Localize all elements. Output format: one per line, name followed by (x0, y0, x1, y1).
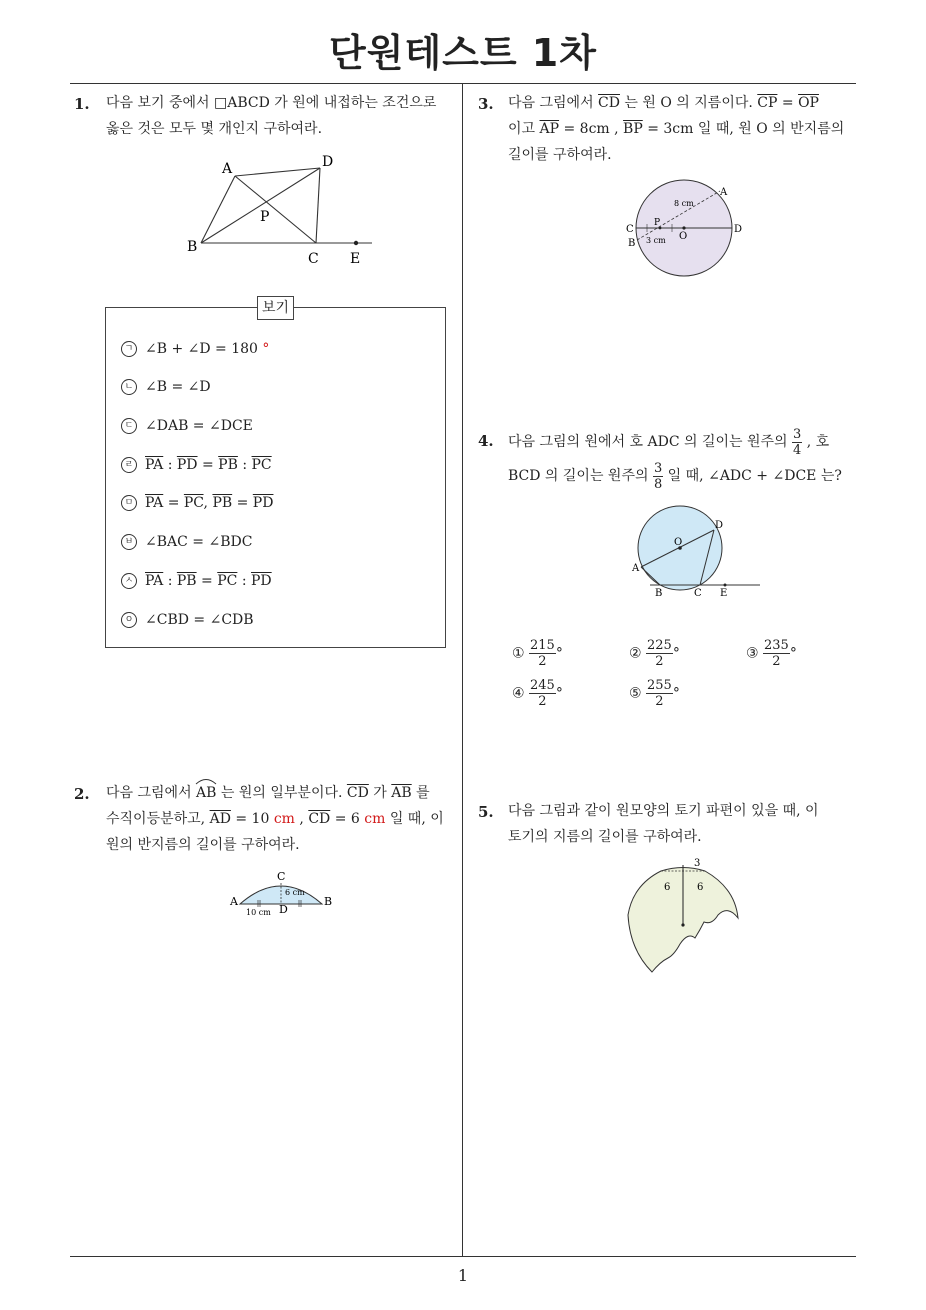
q3-label-ap: 8 cm (674, 199, 694, 208)
degree: ° (555, 645, 563, 662)
degree: ° (555, 685, 563, 702)
text: 가 (368, 785, 392, 801)
condition-text: ∠BAC = ∠BDC (145, 534, 253, 550)
condition-mark: ㅂ (121, 534, 137, 550)
condition-text: ∠B + ∠D = 180 (145, 341, 258, 357)
segment-bp: $\overline{BP}$ (623, 121, 643, 137)
page-number: 1 (457, 1266, 469, 1285)
separator: : (163, 573, 177, 589)
q5-number: 5. (478, 803, 494, 821)
q2-label-cd: 6 cm (285, 888, 305, 897)
segment-cd: $\overline{CD}$ (308, 811, 331, 827)
text: 는 원의 일부분이다. (216, 785, 347, 801)
q1-label-a: A (222, 161, 233, 177)
q2-label-ad: 10 cm (246, 908, 271, 917)
text: = 6 (330, 811, 365, 827)
text: 일 때, ∠ADC + ∠DCE 는? (663, 468, 842, 484)
text: 를 (411, 785, 430, 801)
q1-label-p: P (260, 209, 270, 225)
q5-line-2: 토기의 지름의 길이를 구하여라. (508, 829, 702, 845)
separator: = (197, 457, 219, 473)
text: = (777, 95, 799, 111)
segment: $\overline{PA}$ (145, 495, 164, 511)
segment: $\overline{PB}$ (176, 573, 197, 589)
condition-text: ∠CBD = ∠CDB (145, 612, 254, 628)
q1-line-2: 옳은 것은 모두 몇 개인지 구하여라. (106, 121, 323, 137)
q4-label-b: B (655, 588, 663, 599)
q4-label-o: O (674, 537, 683, 548)
q3-label-c: C (626, 224, 634, 235)
segment-ab: $\overline{AB}$ (391, 785, 412, 801)
q1-line-1: 다음 보기 중에서 □ABCD 가 원에 내접하는 조건으로 (106, 95, 437, 111)
q4-label-a: A (632, 563, 640, 574)
separator: : (237, 457, 252, 473)
denominator: 8 (653, 476, 663, 492)
q3-label-a: A (720, 187, 728, 198)
condition-text: ∠DAB = ∠DCE (145, 418, 253, 434)
unit: cm (273, 811, 295, 827)
choice-mark: ④ (512, 685, 525, 702)
segment: $\overline{PA}$ (145, 457, 164, 473)
separator: = (232, 495, 253, 511)
text: = 10 (230, 811, 274, 827)
q3-label-d: D (734, 224, 743, 235)
condition-mark: ㄹ (121, 457, 137, 473)
condition-text: ∠B = ∠D (145, 379, 211, 395)
separator: : (163, 457, 177, 473)
q4-label-c: C (694, 588, 702, 599)
q4-label-d: D (715, 520, 724, 531)
condition-mark: ㄱ (121, 341, 137, 357)
q1-label-e: E (350, 251, 361, 267)
q1-box-label: 보기 (257, 296, 294, 320)
denominator: 4 (793, 442, 802, 458)
condition-mark: ㅇ (121, 612, 137, 628)
denominator: 2 (538, 694, 547, 709)
numerator: 215 (530, 638, 555, 653)
degree: ° (672, 645, 680, 662)
segment-cd: $\overline{CD}$ (598, 95, 620, 111)
segment: $\overline{PC}$ (251, 457, 272, 473)
denominator: 2 (538, 654, 547, 669)
q3-label-p: P (654, 218, 661, 228)
q2-label-d: D (279, 903, 288, 916)
text: 일 때, 이 (385, 811, 444, 827)
text: BCD 의 길이는 원주의 (508, 468, 653, 484)
text: = 3cm 일 때, 원 O 의 반지름의 (642, 121, 845, 137)
choice-mark: ① (512, 645, 525, 662)
choice-mark: ② (629, 645, 642, 662)
segment: $\overline{PB}$ (212, 495, 233, 511)
unit: cm (364, 811, 386, 827)
degree: ° (672, 685, 680, 702)
q3-line-3: 길이를 구하여라. (508, 147, 612, 163)
separator: : (237, 573, 251, 589)
text: 다음 그림의 원에서 호 ADC 의 길이는 원주의 (508, 434, 793, 450)
q1-label-b: B (187, 239, 198, 255)
q5-label-top: 3 (694, 858, 701, 869)
q5-label-left: 6 (664, 882, 671, 893)
text: , (294, 811, 309, 827)
separator: = (196, 573, 218, 589)
q4-label-e: E (720, 588, 728, 599)
segment: $\overline{PD}$ (252, 495, 274, 511)
q3-label-b: B (628, 238, 636, 249)
q3-label-bp: 3 cm (646, 236, 666, 245)
numerator: 235 (764, 638, 789, 653)
segment: $\overline{PA}$ (145, 573, 164, 589)
q1-number: 1. (74, 95, 90, 113)
choice-mark: ⑤ (629, 685, 642, 702)
segment: $\overline{PD}$ (176, 457, 198, 473)
numerator: 255 (647, 678, 672, 693)
segment: $\overline{PB}$ (218, 457, 238, 473)
segment: $\overline{PD}$ (251, 573, 272, 589)
q2-number: 2. (74, 785, 90, 803)
q2-label-c: C (277, 870, 286, 883)
numerator: 225 (647, 638, 672, 653)
numerator: 3 (793, 426, 802, 442)
text: 수직이등분하고, (106, 811, 210, 827)
choice-mark: ③ (746, 645, 759, 662)
q4-number: 4. (478, 432, 494, 450)
text: 이고 (508, 121, 540, 137)
text: 다음 그림에서 (106, 785, 197, 801)
segment-ap: $\overline{AP}$ (539, 121, 560, 137)
q2-label-b: B (324, 895, 333, 908)
text: , 호 (802, 434, 830, 450)
text: 는 원 O 의 지름이다. (619, 95, 758, 111)
q2-label-a: A (230, 895, 238, 908)
degree: ° (789, 645, 797, 662)
denominator: 2 (655, 694, 664, 709)
condition-mark: ㄷ (121, 418, 137, 434)
condition-mark: ㅁ (121, 495, 137, 511)
q1-label-c: C (308, 251, 319, 267)
page-title: 단원테스트 1차 (329, 31, 597, 75)
numerator: 245 (530, 678, 555, 693)
condition-mark: ㄴ (121, 379, 137, 395)
numerator: 3 (653, 460, 663, 476)
q1-label-d: D (322, 154, 334, 170)
denominator: 2 (655, 654, 664, 669)
q3-number: 3. (478, 95, 494, 113)
condition-mark: ㅅ (121, 573, 137, 589)
q5-line-1: 다음 그림과 같이 원모양의 토기 파편이 있을 때, 이 (508, 803, 819, 819)
separator: = (163, 495, 184, 511)
text: = 8cm , (559, 121, 624, 137)
segment: $\overline{PC}$ (183, 495, 204, 511)
segment: $\overline{PC}$ (217, 573, 238, 589)
degree-symbol: ° (262, 341, 270, 357)
segment-op: $\overline{OP}$ (798, 95, 819, 111)
arc-label: AB (196, 785, 217, 801)
denominator: 2 (772, 654, 781, 669)
segment-cp: $\overline{CP}$ (757, 95, 778, 111)
q5-label-right: 6 (697, 882, 704, 893)
segment-ad: $\overline{AD}$ (209, 811, 231, 827)
separator: , (203, 495, 213, 511)
text: 다음 그림에서 (508, 95, 599, 111)
segment-cd: $\overline{CD}$ (346, 785, 369, 801)
q3-label-o: O (679, 231, 688, 242)
q2-line-3: 원의 반지름의 길이를 구하여라. (106, 837, 300, 853)
